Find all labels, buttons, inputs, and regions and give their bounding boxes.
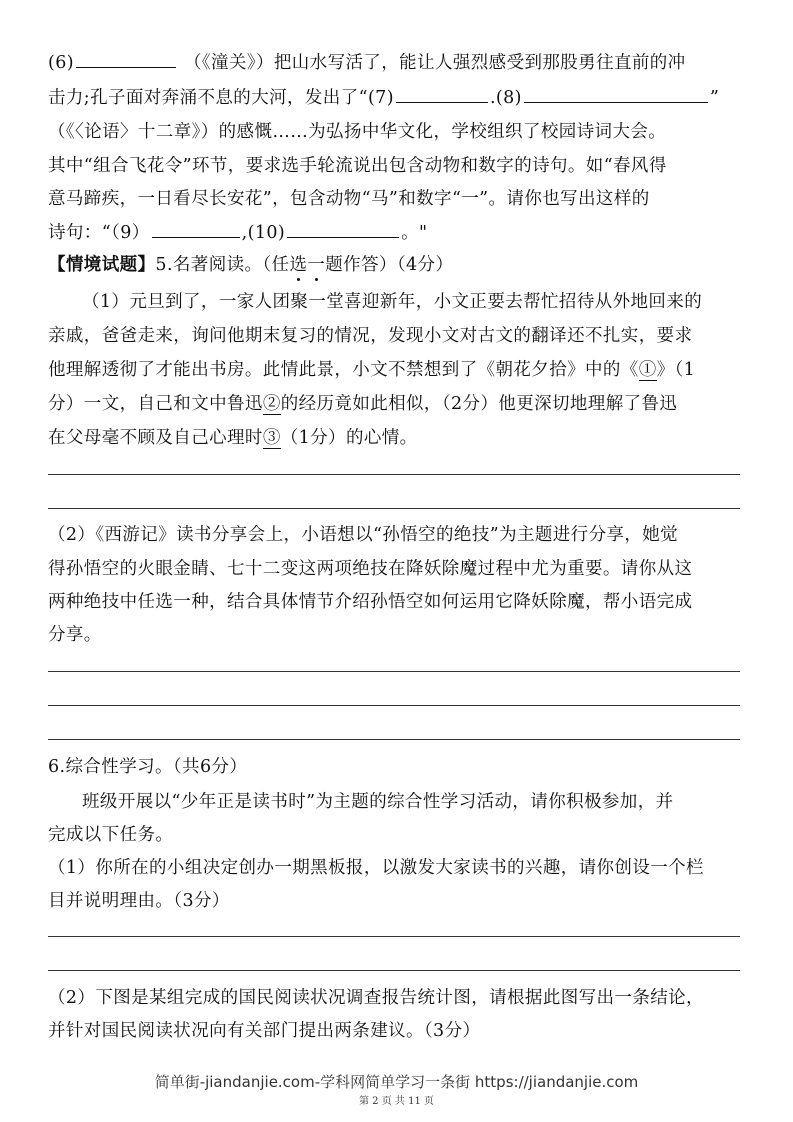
answer-blank-6[interactable]: [76, 52, 176, 68]
q4-line-2: [48, 87, 748, 108]
q5-p2-line-3: 两种绝技中任选一种，结合具体情节介绍孙悟空如何运用它降妖除魔，帮小语完成: [48, 592, 693, 612]
q5-p2-line-1: （2）《西游记》读书分享会上，小语想以“孙悟空的绝技”为主题进行分享，她觉: [48, 525, 679, 545]
q4-label-6: (6): [48, 53, 74, 73]
page-number: 第 2 页 共 11 页: [359, 1096, 434, 1107]
q4-text: ”: [709, 88, 720, 108]
q4-text: 击力;孔子面对奔涌不息的大河，发出了“(7): [48, 88, 394, 108]
answer-line[interactable]: [48, 508, 740, 509]
q4-text: 诗句：“（9）: [48, 223, 150, 243]
emphasis-dot-char: 一: [307, 255, 326, 275]
q5-p1-line-1: （1）元旦到了，一家人团聚一堂喜迎新年，小文正要去帮忙招待从外地回来的: [82, 292, 703, 312]
answer-line[interactable]: [48, 474, 740, 475]
blank-marker-1: ①: [638, 360, 657, 380]
q6-title: 6.综合性学习。（共6分）: [48, 757, 248, 777]
q5-p2-line-2: 得孙悟空的火眼金睛、七十二变这两项绝技在降妖除魔过程中尤为重要。请你从这: [48, 559, 693, 579]
q5-p1-line-4: 分）一文，自己和文中鲁迅②的经历竟如此相似，（2分）他更深切地理解了鲁迅: [48, 394, 678, 414]
q4-line-1: [48, 52, 748, 73]
q6-task2-line-1: （2）下图是某组完成的国民阅读状况调查报告统计图，请根据此图写出一条结论，: [48, 988, 704, 1008]
q4-text: 。": [401, 223, 428, 243]
situation-tag: 【情境试题】: [48, 255, 156, 275]
q6-task2-line-2: 并针对国民阅读状况向有关部门提出两条建议。（3分）: [48, 1021, 481, 1041]
answer-line[interactable]: [48, 970, 740, 971]
answer-blank-8[interactable]: [524, 87, 708, 103]
q5-p1-line-2: 亲戚，爸爸走来，询问他期末复习的情况，发现小文对古文的翻译还不扎实，要求: [48, 326, 693, 346]
answer-blank-7[interactable]: [396, 87, 488, 103]
answer-line[interactable]: [48, 705, 740, 706]
q6-intro-line-1: 班级开展以“少年正是读书时”为主题的综合性学习活动，请你积极参加，并: [82, 792, 674, 812]
answer-blank-10[interactable]: [287, 222, 399, 238]
q4-line-5: 意马蹄疾，一日看尽长安花”，包含动物“马”和数字“一”。请你也写出这样的: [48, 189, 650, 209]
q4-line-4: 其中“组合飞花令”环节，要求选手轮流说出包含动物和数字的诗句。如“春风得: [48, 156, 667, 176]
blank-marker-3: ③: [262, 428, 281, 448]
q6-task1-line-1: （1）你所在的小组决定创办一期黑板报，以激发大家读书的兴趣，请你创设一个栏: [48, 858, 704, 878]
q4-line-6: [48, 222, 748, 243]
q5-title: 【情境试题】5.名著阅读。（任选一题作答）（4分）: [48, 255, 454, 275]
q4-label-8: .(8): [489, 88, 522, 108]
answer-blank-9[interactable]: [152, 222, 240, 238]
q4-line-3: （《〈论语〉十二章》）的感慨……为弘扬中华文化，学校组织了校园诗词大会。: [48, 122, 667, 142]
answer-line[interactable]: [48, 671, 740, 672]
q6-task1-line-2: 目并说明理由。（3分）: [48, 891, 230, 911]
q5-p1-line-3: 他理解透彻了才能出书房。此情此景，小文不禁想到了《朝花夕拾》中的《①》（1: [48, 360, 696, 380]
emphasis-dot-char: 选: [289, 255, 308, 275]
q6-intro-line-2: 完成以下任务。: [48, 825, 174, 845]
q5-p1-line-5: 在父母毫不顾及自己心理时③（1分）的心情。: [48, 428, 418, 448]
answer-line[interactable]: [48, 936, 740, 937]
blank-marker-2: ②: [262, 394, 281, 414]
answer-line[interactable]: [48, 739, 740, 740]
q4-label-10: ,(10): [241, 223, 286, 243]
q5-p2-line-4: 分享。: [48, 625, 102, 645]
q4-text: （《潼关》）把山水写活了，能让人强烈感受到那股勇往直前的冲: [183, 53, 686, 73]
footer-site-link[interactable]: 简单街-jiandanjie.com-学科网简单学习一条街 https://jiandanjie.com: [154, 1073, 639, 1091]
